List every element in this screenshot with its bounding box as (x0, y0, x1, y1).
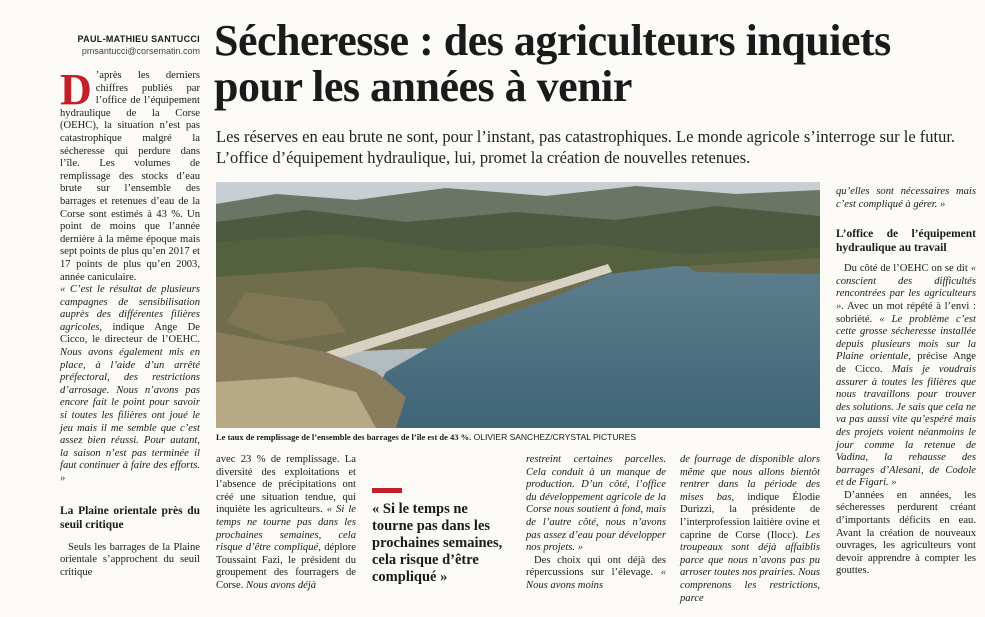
subhead-plaine-orientale: La Plaine orientale près du seuil critique (60, 504, 200, 531)
paragraph: D’années en années, les sécheresses perdurent créant d’importants déficits en eau. Avant la création de nouveaux ouvrages, les agriculteurs vont devoir apprendre à compter les gouttes. (836, 489, 976, 577)
reservoir-photo (216, 182, 820, 428)
article-column-4 (680, 454, 820, 605)
paragraph: Du côté de l’OEHC on se dit « conscient des difficultés rencontrées par les agriculteurs ». Avec un mot répété à l’envi : sobriété. « Le problème c’est cette grosse sécheresse installée depuis plusieurs mois sur la Plaine orientale, précise Ange de Cicco. Mais je voudrais assurer à toutes les filières que nous travaillons pour trouver des solutions. Je sais que cela ne va pas aussi vite qu’espéré mais des projets voient néanmoins le jour comme la retenue de Vadina, la rehausse des barrages d’Alesani, de Codole et de Figari. » (836, 263, 977, 489)
paragraph: avec 23 % de remplissage. La diversité des exploitations et l’absence de précipitations ont créé une situation tendue, qui inquiète les agriculteurs. « Si le temps ne tourne pas dans les prochaines semaines, cela risque d’être compliqué, déplore Toussaint Fazi, le président du groupement des fourragers de Corse. Nous avons déjà (216, 454, 356, 591)
paragraph: de fourrage de disponible alors même que nous allons bientôt rentrer dans la période des mises bas, indique Élodie Durizzi, la présidente de l’interprofession laitière ovine et caprine de Corse (Ilocc). Les troupeaux sont déjà affaiblis parce que nous n’avons pas pu arroser toutes nos prairies. Nous comprenons les restrictions, parce (680, 454, 820, 604)
pull-quote: « Si le temps ne tourne pas dans les prochaines semaines, cela risque d’être compliqué » (372, 501, 503, 585)
byline (60, 34, 200, 56)
article-column-1 (60, 65, 200, 579)
caption-text: Le taux de remplissage de l’ensemble des barrages de l’île est de 43 %. (216, 432, 472, 442)
paragraph: restreint certaines parcelles. Cela conduit à un manque de production. D’un côté, l’office du développement agricole de la Corse nous soutient à fond, mais de l’autre côté, nous n’avons pas assez d’eau pour développer nos projets. » (526, 454, 666, 554)
pull-quote-bar (372, 488, 402, 493)
quote-paragraph: « C’est le résultat de plusieurs campagnes de sensibilisation auprès des différentes filières agricoles, indique Ange De Cicco, le directeur de l’OEHC. Nous avons également mis en place, à l’aide d’un arrêté préfectoral, des restrictions d’arrosage. Nous n’avons pas encore fait le point pour savoir si toutes les filières ont joué le jeu mais il me semble que c’est assez bien réussi. Pour autant, la saison n’est pas terminée il faut continuer à faire des efforts. » (60, 284, 200, 484)
photo-caption (216, 432, 820, 442)
article-column-5 (836, 186, 976, 578)
pull-quote-box (372, 488, 512, 586)
paragraph: Des choix qui ont déjà des répercussions sur l’élevage. « Nous avons moins (526, 554, 666, 591)
headline: Sécheresse : des agriculteurs inquiets pour les années à venir (214, 16, 891, 111)
author-email[interactable]: pmsantucci@corsematin.com (81, 46, 200, 56)
paragraph: Seuls les barrages de la Plaine orientale s’approchent du seuil critique (60, 541, 200, 578)
photo-credit: OLIVIER SANCHEZ/CRYSTAL PICTURES (473, 432, 636, 442)
standfirst: Les réserves en eau brute ne sont, pour l’instant, pas catastrophiques. Le monde agricole s’interroge sur le futur. L’office d’équipement hydraulique, lui, promet la création de nouvelles retenues. (216, 127, 956, 167)
drop-cap: D (60, 65, 92, 114)
article-column-2 (216, 454, 356, 593)
lead-paragraph: D ’après les derniers chiffres publiés par l’office de l’équipement hydraulique de la Corse (OEHC), la situation n’est pas catastrophique malgré la sécheresse qui perdure dans l’île. Les volumes de remplissage des stocks d’eau brute sur l’ensemble des barrages et retenues d’eau de la Corse sont estimés à 43 %. Un point de moins que l’année dernière à la même époque mais sept points de plus qu’en 2017 et 17 points de plus qu’en 2003, année caniculaire. (60, 65, 200, 283)
subhead-oehc: L’office de l’équipement hydraulique au travail (836, 228, 976, 255)
author-name: PAUL-MATHIEU SANTUCCI (77, 34, 200, 44)
paragraph: qu’elles sont nécessaires mais c’est compliqué à gérer. » (836, 186, 976, 210)
article-column-3 (526, 454, 666, 593)
